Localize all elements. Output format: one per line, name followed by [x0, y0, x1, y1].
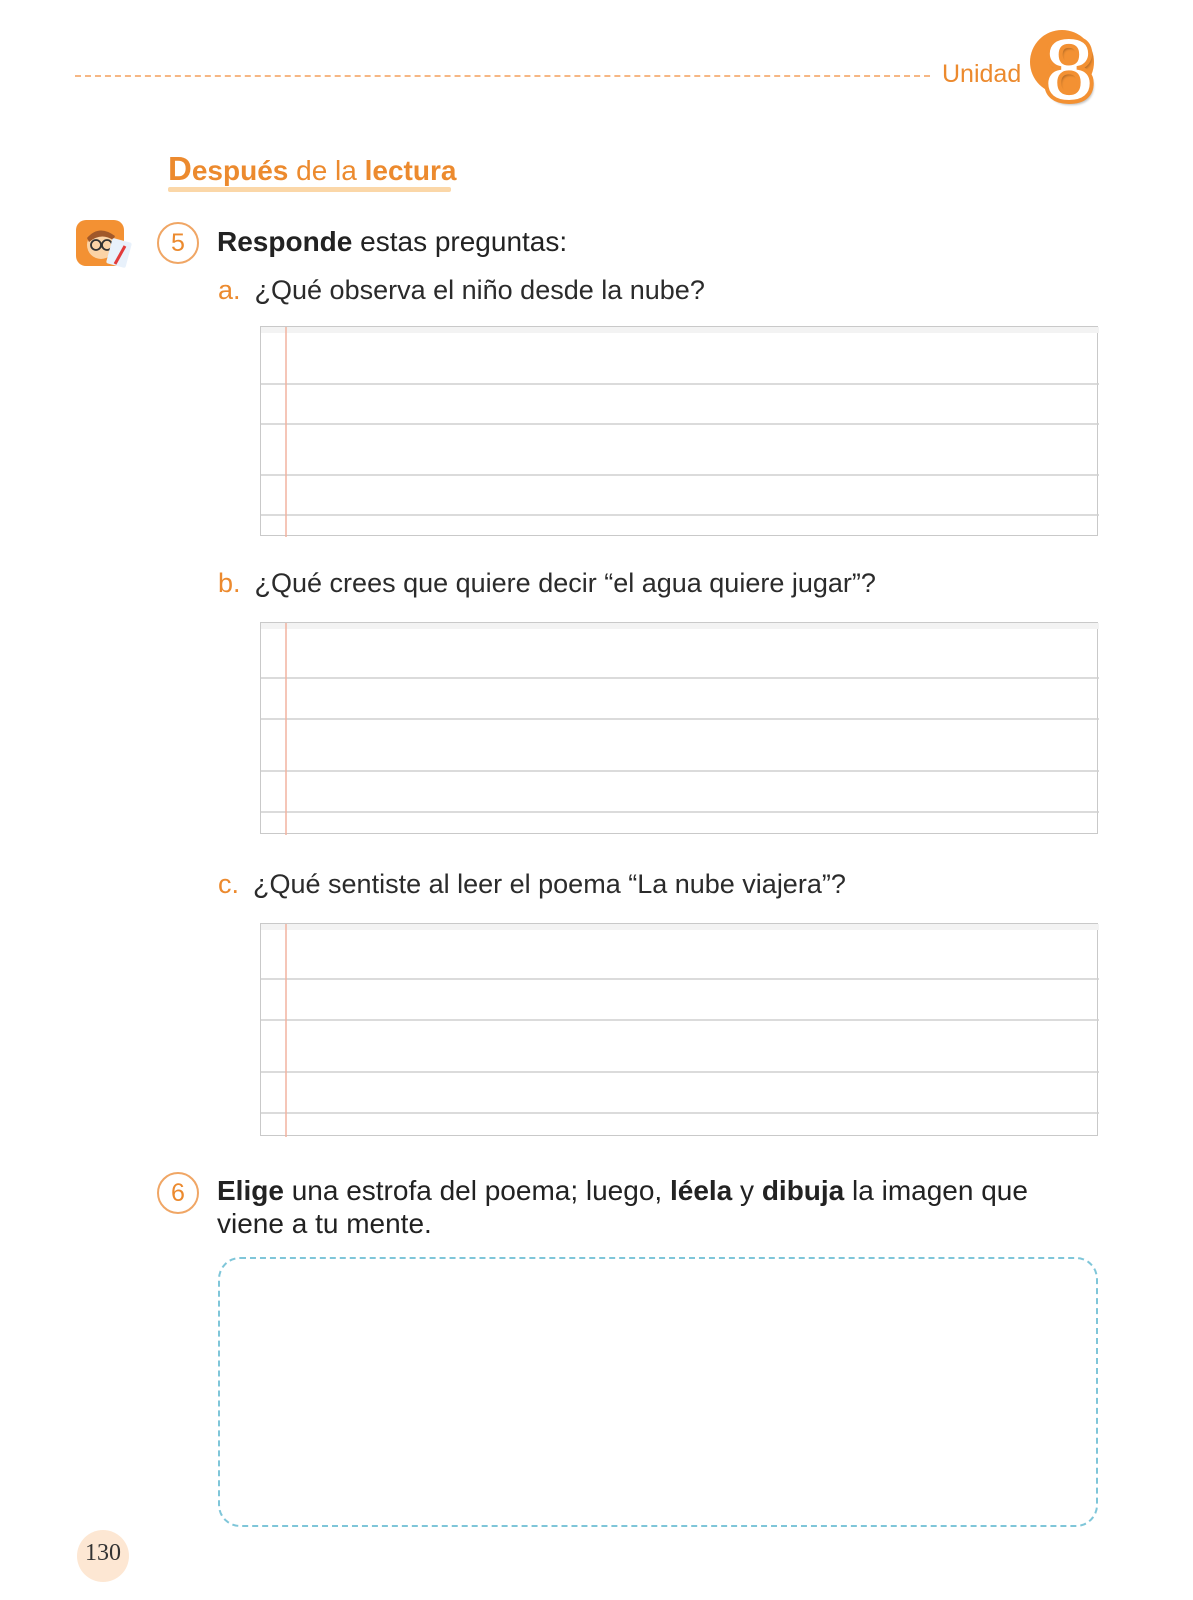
activity-number-5: 5: [157, 222, 199, 264]
question-letter: c.: [218, 869, 240, 899]
instruction-bold-dibuja: dibuja: [761, 1175, 845, 1206]
unit-number: 8: [1043, 19, 1095, 121]
instruction-rest: estas preguntas:: [352, 226, 568, 257]
writing-activity-icon: [75, 218, 135, 270]
lined-paper-a: [261, 327, 1099, 537]
instruction-bold-elige: Elige: [217, 1175, 284, 1206]
instruction-text: una estrofa del poema; luego,: [283, 1175, 670, 1206]
question-letter: b.: [218, 568, 241, 598]
section-title-word2: de la: [288, 155, 365, 186]
lined-paper-c: [261, 924, 1099, 1137]
page-number: 130: [85, 1540, 121, 1566]
activity5-instruction: [217, 225, 567, 258]
instruction-text: la imagen que viene a tu mente.: [217, 1175, 1028, 1239]
answer-lines-b[interactable]: [260, 622, 1098, 834]
section-title-underline: [168, 187, 451, 192]
instruction-text: y: [732, 1175, 762, 1206]
question-b: [218, 568, 876, 599]
answer-lines-a[interactable]: [260, 326, 1098, 536]
section-title-word3: lectura: [364, 155, 457, 186]
question-text: ¿Qué observa el niño desde la nube?: [254, 275, 705, 305]
question-text: ¿Qué crees que quiere decir “el agua quiere jugar”?: [254, 568, 876, 598]
unit-label: Unidad: [942, 60, 1022, 88]
header-dashed-line: [75, 75, 930, 77]
section-title: [168, 150, 456, 188]
question-text: ¿Qué sentiste al leer el poema “La nube viajera”?: [253, 869, 846, 899]
section-title-initial: D: [168, 150, 192, 187]
answer-lines-c[interactable]: [260, 923, 1098, 1136]
section-title-word1: espués: [191, 155, 289, 186]
activity-number-6: 6: [157, 1172, 199, 1214]
question-c: [218, 869, 846, 900]
question-letter: a.: [218, 275, 241, 305]
drawing-area[interactable]: [218, 1257, 1098, 1527]
instruction-bold-responde: Responde: [217, 226, 353, 257]
question-a: [218, 275, 705, 306]
lined-paper-b: [261, 623, 1099, 835]
activity6-instruction: [217, 1174, 1097, 1240]
instruction-bold-leela: léela: [669, 1175, 733, 1206]
